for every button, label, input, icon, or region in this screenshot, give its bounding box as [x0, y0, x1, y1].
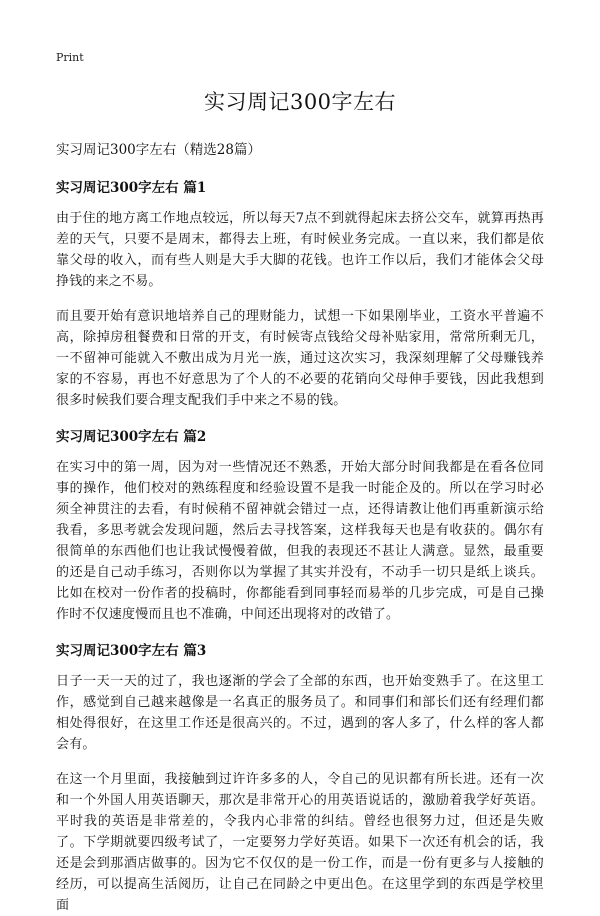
section-heading: 实习周记300字左右 篇2 — [56, 429, 207, 445]
section-3 — [56, 639, 544, 916]
paragraph: 日子一天一天的过了，我也逐渐的学会了全部的东西，也开始变熟手了。在这里工作，感觉到自己越来越像是一名真正的服务员了。和同事们和部长们还有经理们都相处得很好，在这里工作还是很高兴的。不过，遇到的客人多了，什么样的客人都会有。 — [56, 674, 544, 752]
paragraph: 在实习中的第一周，因为对一些情况还不熟悉，开始大部分时间我都是在看各位同事的操作，他们校对的熟练程度和经验设置不是我一时能企及的。所以在学习时必须全神贯注的去看，有时候稍不留神就会错过一点，还得请教让他们再重新演示给我看，多思考就会发现问题，然后去寻找答案，这样我每天也是有收获的。偶尔有很简单的东西他们也让我试慢慢着做，但我的表现还不甚让人满意。显然，最重要的还是自己动手练习，否则你以为掌握了其实并没有，不动手一切只是纸上谈兵。比如在校对一份作者的投稿时，你都能看到同事轻而易举的几步完成，可是自己操作时不仅速度慢而且也不准确，中间还出现将对的改错了。 — [56, 460, 544, 622]
print-link[interactable]: Print — [56, 51, 84, 64]
section-heading: 实习周记300字左右 篇3 — [56, 643, 207, 659]
section-heading: 实习周记300字左右 篇1 — [56, 180, 207, 196]
page-title: 实习周记300字左右 — [203, 90, 397, 114]
section-1 — [56, 176, 544, 411]
paragraph: 由于住的地方离工作地点较远，所以每天7点不到就得起床去挤公交车，就算再热再差的天气，只要不是周末，都得去上班，有时候业务完成。一直以来，我们都是依靠父母的收入，而有些人则是大手大脚的花钱。也许工作以后，我们才能体会父母挣钱的来之不易。 — [56, 211, 544, 289]
paragraph: 而且要开始有意识地培养自己的理财能力，试想一下如果刚毕业，工资水平普遍不高，除掉房租餐费和日常的开支，有时候寄点钱给父母补贴家用，常常所剩无几，一不留神可能就入不敷出成为月光一族，通过这次实习，我深刻理解了父母赚钱养家的不容易，再也不好意思为了个人的不必要的花销向父母伸手要钱，因此我想到很多时候我们要合理支配我们手中来之不易的钱。 — [56, 309, 544, 408]
section-2 — [56, 425, 544, 625]
document-subtitle: 实习周记300字左右（精选28篇） — [56, 142, 261, 158]
paragraph: 在这一个月里面，我接触到过许许多多的人，令自己的见识都有所长进。还有一次和一个外国人用英语聊天，那次是非常开心的用英语说话的，激励着我学好英语。平时我的英语是非常差的，令我内心非常的纠结。曾经也很努力过，但还是失败了。下学期就要四级考试了，一定要努力学好英语。如果下一次还有机会的话，我还是会到那酒店做事的。因为它不仅仅的是一份工作，而是一份有更多与人接触的经历，可以提高生活阅历，让自己在同龄之中更出色。在这里学到的东西是学校里面 — [56, 772, 544, 913]
